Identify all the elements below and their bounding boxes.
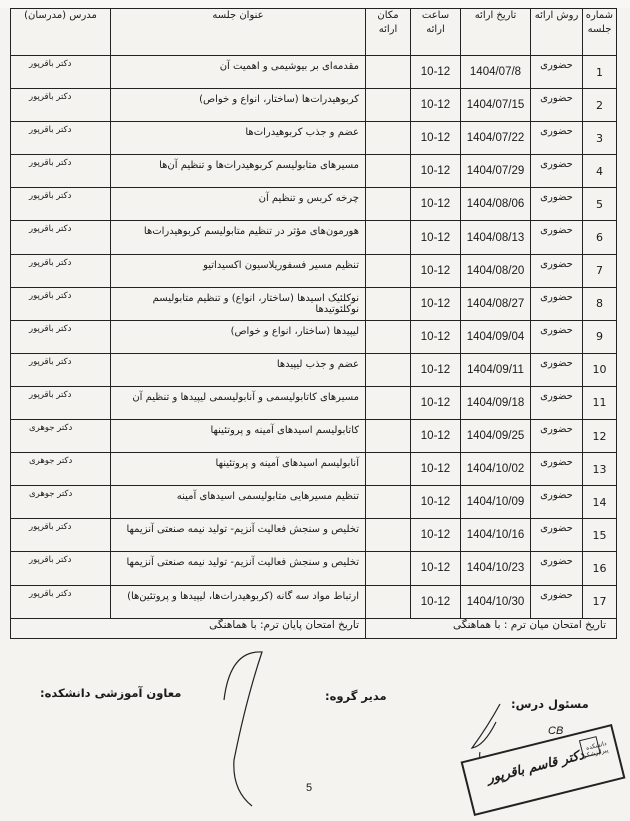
session-time: 10-12: [411, 320, 461, 353]
page-number: 5: [306, 782, 313, 794]
session-time: 10-12: [411, 287, 461, 320]
session-title: عضم و جذب لیپیدها: [111, 353, 366, 386]
group-head-signature: [224, 652, 262, 806]
session-method: حضوری: [531, 552, 583, 585]
session-time: 10-12: [411, 420, 461, 453]
session-time: 10-12: [411, 519, 461, 552]
session-teacher: دکتر باقرپور: [11, 287, 111, 320]
header-title: عنوان جلسه: [111, 9, 366, 56]
session-number: 5: [583, 188, 617, 221]
session-number: 14: [583, 486, 617, 519]
session-number: 16: [583, 552, 617, 585]
session-method: حضوری: [531, 585, 583, 618]
header-date: تاریخ ارائه: [461, 9, 531, 56]
session-date: 1404/07/22: [461, 122, 531, 155]
session-teacher: دکتر جوهری: [11, 486, 111, 519]
session-title: تخلیص و سنجش فعالیت آنزیم- تولید نیمه صنعتی آنزیمها: [111, 552, 366, 585]
session-number: 11: [583, 386, 617, 419]
session-teacher: دکتر جوهری: [11, 420, 111, 453]
session-title: ارتباط مواد سه گانه (کربوهیدرات‌ها، لیپیدها و پروتئین‌ها): [111, 585, 366, 618]
session-title: لیپیدها (ساختار، انواع و خواص): [111, 320, 366, 353]
session-time: 10-12: [411, 552, 461, 585]
session-method: حضوری: [531, 386, 583, 419]
session-title: مسیرهای کاتابولیسمی و آنابولیسمی لیپیدها و تنظیم آن: [111, 386, 366, 419]
session-method: حضوری: [531, 155, 583, 188]
session-number: 9: [583, 320, 617, 353]
session-teacher: دکتر باقرپور: [11, 353, 111, 386]
session-number: 7: [583, 254, 617, 287]
session-number: 15: [583, 519, 617, 552]
session-teacher: دکتر باقرپور: [11, 221, 111, 254]
session-teacher: دکتر باقرپور: [11, 320, 111, 353]
session-method: حضوری: [531, 519, 583, 552]
session-number: 2: [583, 89, 617, 122]
session-title: کاتابولیسم اسیدهای آمینه و پروتئینها: [111, 420, 366, 453]
session-teacher: دکتر باقرپور: [11, 519, 111, 552]
session-teacher: دکتر باقرپور: [11, 254, 111, 287]
session-date: 1404/08/27: [461, 287, 531, 320]
session-title: تنظیم مسیرهایی متابولیسمی اسیدهای آمینه: [111, 486, 366, 519]
session-time: 10-12: [411, 386, 461, 419]
session-teacher: دکتر باقرپور: [11, 386, 111, 419]
header-session-no: شماره جلسه: [583, 9, 617, 56]
session-teacher: دکتر باقرپور: [11, 585, 111, 618]
session-date: 1404/08/20: [461, 254, 531, 287]
session-method: حضوری: [531, 221, 583, 254]
session-number: 1: [583, 56, 617, 89]
final-exam-date: تاریخ امتحان پایان ترم: با هماهنگی: [11, 618, 366, 638]
session-method: حضوری: [531, 420, 583, 453]
session-date: 1404/10/23: [461, 552, 531, 585]
session-time: 10-12: [411, 155, 461, 188]
signature-initials: CB: [548, 725, 564, 737]
session-title: عضم و جذب کربوهیدرات‌ها: [111, 122, 366, 155]
session-time: 10-12: [411, 453, 461, 486]
session-title: چرخه کربس و تنظیم آن: [111, 188, 366, 221]
midterm-exam-date: تاریخ امتحان میان ترم : با هماهنگی: [366, 618, 617, 638]
session-date: 1404/09/18: [461, 386, 531, 419]
session-teacher: دکتر باقرپور: [11, 552, 111, 585]
session-number: 3: [583, 122, 617, 155]
session-teacher: دکتر باقرپور: [11, 56, 111, 89]
session-date: 1404/10/30: [461, 585, 531, 618]
session-title: نوکلئیک اسیدها (ساختار، انواع) و تنظیم متابولیسم نوکلئوتیدها: [111, 287, 366, 320]
stamp-faculty: دانشکده پیراپزشکی: [581, 739, 609, 761]
header-teacher: مدرس (مدرسان): [11, 9, 111, 56]
session-number: 8: [583, 287, 617, 320]
session-number: 13: [583, 453, 617, 486]
session-time: 10-12: [411, 585, 461, 618]
session-date: 1404/07/8: [461, 56, 531, 89]
session-title: هورمون‌های مؤثر در تنظیم متابولیسم کربوهیدرات‌ها: [111, 221, 366, 254]
session-time: 10-12: [411, 353, 461, 386]
session-teacher: دکتر باقرپور: [11, 155, 111, 188]
session-time: 10-12: [411, 254, 461, 287]
stamp-name: دکتر قاسم باقرپور: [485, 747, 586, 787]
session-teacher: دکتر باقرپور: [11, 89, 111, 122]
session-method: حضوری: [531, 486, 583, 519]
session-number: 17: [583, 585, 617, 618]
session-date: 1404/07/15: [461, 89, 531, 122]
course-head-signature: [472, 704, 500, 748]
session-date: 1404/07/29: [461, 155, 531, 188]
header-place: مکان ارائه: [366, 9, 411, 56]
session-method: حضوری: [531, 287, 583, 320]
session-date: 1404/10/02: [461, 453, 531, 486]
session-method: حضوری: [531, 56, 583, 89]
session-method: حضوری: [531, 122, 583, 155]
session-time: 10-12: [411, 56, 461, 89]
header-time: ساعت ارائه: [411, 9, 461, 56]
session-title: تخلیص و سنجش فعالیت آنزیم- تولید نیمه صنعتی آنزیمها: [111, 519, 366, 552]
session-date: 1404/09/04: [461, 320, 531, 353]
session-number: 12: [583, 420, 617, 453]
session-method: حضوری: [531, 453, 583, 486]
session-method: حضوری: [531, 188, 583, 221]
session-time: 10-12: [411, 221, 461, 254]
session-title: تنظیم مسیر فسفوریلاسیون اکسیداتیو: [111, 254, 366, 287]
session-time: 10-12: [411, 188, 461, 221]
session-date: 1404/09/11: [461, 353, 531, 386]
session-date: 1404/09/25: [461, 420, 531, 453]
group-head-label: مدیر گروه:: [325, 689, 387, 703]
session-date: 1404/10/16: [461, 519, 531, 552]
session-teacher: دکتر جوهری: [11, 453, 111, 486]
session-title: کربوهیدرات‌ها (ساختار، انواع و خواص): [111, 89, 366, 122]
session-date: 1404/10/09: [461, 486, 531, 519]
session-time: 10-12: [411, 89, 461, 122]
session-teacher: دکتر باقرپور: [11, 188, 111, 221]
session-number: 6: [583, 221, 617, 254]
session-teacher: دکتر باقرپور: [11, 122, 111, 155]
session-method: حضوری: [531, 89, 583, 122]
session-title: مسیرهای متابولیسم کربوهیدرات‌ها و تنظیم آن‌ها: [111, 155, 366, 188]
deputy-label: معاون آموزشی دانشکده:: [40, 686, 182, 700]
session-method: حضوری: [531, 254, 583, 287]
course-head-label: مسئول درس:: [511, 697, 589, 711]
session-title: مقدمه‌ای بر بیوشیمی و اهمیت آن: [111, 56, 366, 89]
session-number: 10: [583, 353, 617, 386]
session-time: 10-12: [411, 486, 461, 519]
session-method: حضوری: [531, 353, 583, 386]
session-number: 4: [583, 155, 617, 188]
session-method: حضوری: [531, 320, 583, 353]
session-time: 10-12: [411, 122, 461, 155]
session-date: 1404/08/13: [461, 221, 531, 254]
header-method: روش ارائه: [531, 9, 583, 56]
session-date: 1404/08/06: [461, 188, 531, 221]
session-title: آنابولیسم اسیدهای آمینه و پروتئینها: [111, 453, 366, 486]
